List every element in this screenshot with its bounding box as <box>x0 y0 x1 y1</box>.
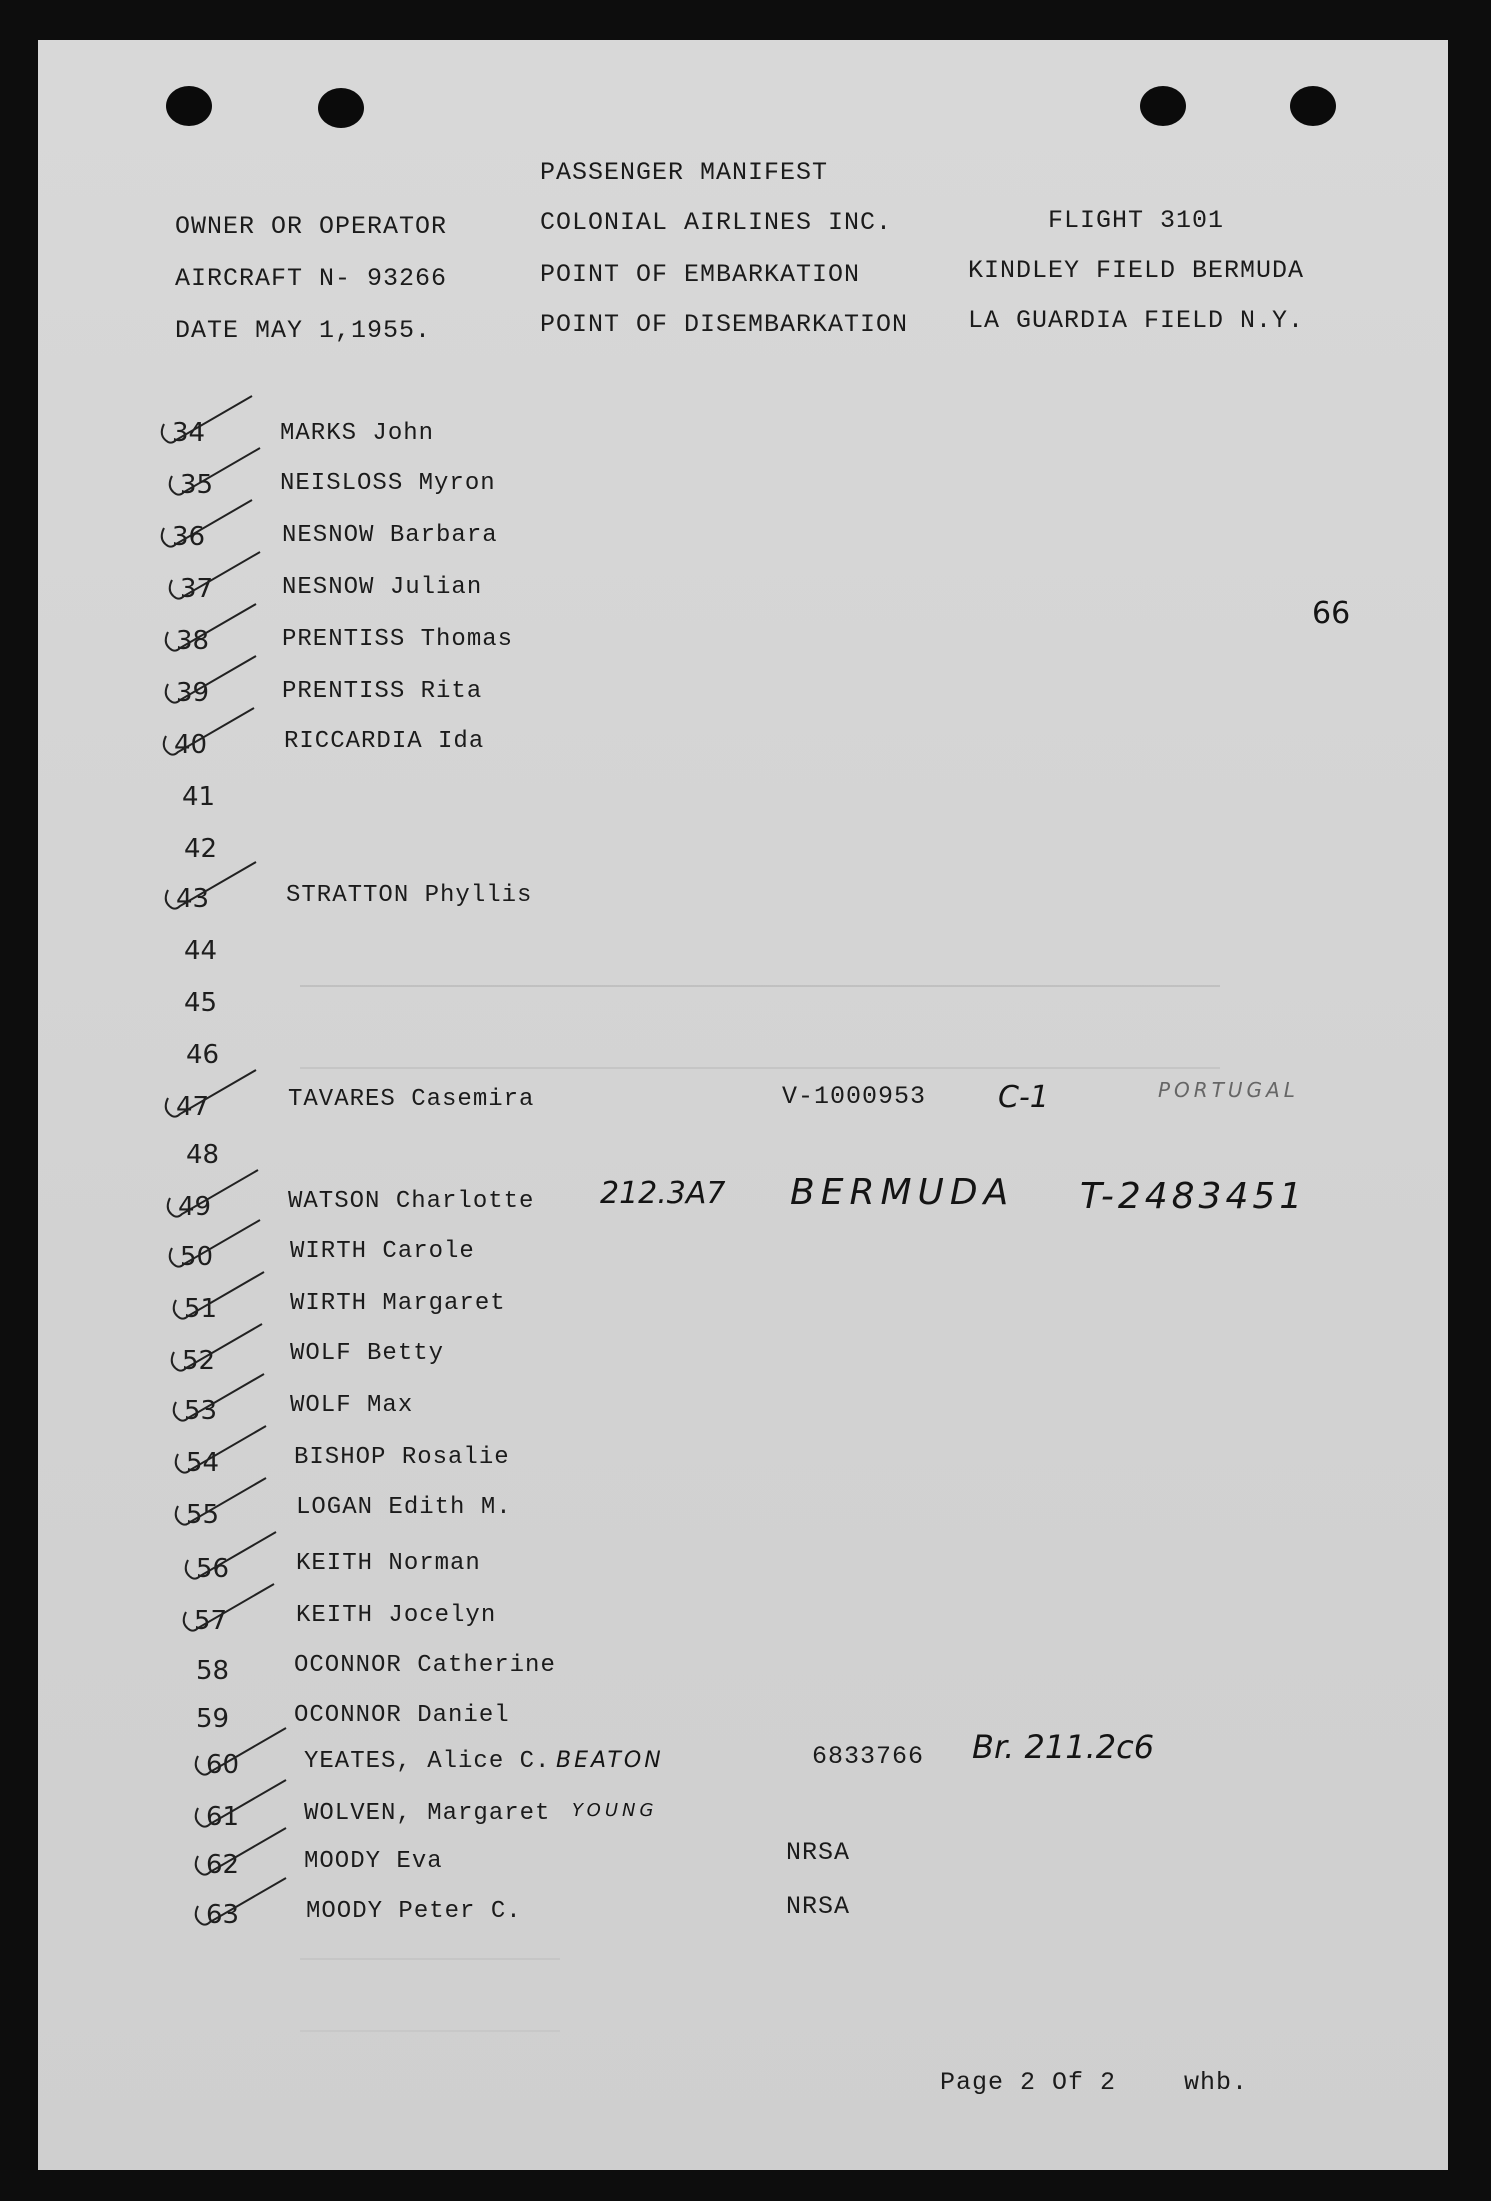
embarkation-value: KINDLEY FIELD BERMUDA <box>968 256 1305 285</box>
passenger-name: KEITH Norman <box>296 1550 481 1577</box>
row-number: 46 <box>186 1040 220 1070</box>
document-number: NRSA <box>786 1892 851 1921</box>
handwritten-note: BERMUDA <box>790 1172 1015 1213</box>
passenger-name: NESNOW Julian <box>282 574 483 601</box>
handwritten-note: T-2483451 <box>1080 1176 1307 1217</box>
row-number: 51 <box>184 1294 218 1324</box>
passenger-name: MOODY Eva <box>304 1848 443 1875</box>
passenger-name: LOGAN Edith M. <box>296 1494 512 1521</box>
row-number: 59 <box>196 1704 230 1734</box>
passenger-name: MARKS John <box>280 420 435 447</box>
handwritten-note: Br. 211.2c6 <box>972 1728 1155 1766</box>
punch-hole <box>1140 86 1186 126</box>
manifest-date: DATE MAY 1,1955. <box>175 316 432 345</box>
row-number: 55 <box>186 1500 220 1530</box>
document-number: NRSA <box>786 1838 851 1867</box>
row-number: 57 <box>194 1606 228 1636</box>
passenger-name: MOODY Peter C. <box>306 1898 522 1925</box>
disembarkation-label: POINT OF DISEMBARKATION <box>540 310 909 339</box>
row-number: 42 <box>184 834 218 864</box>
manifest-sheet <box>38 40 1448 2170</box>
row-number: 53 <box>184 1396 218 1426</box>
owner-value: COLONIAL AIRLINES INC. <box>540 208 893 237</box>
typist-initials: whb. <box>1184 2068 1249 2097</box>
bleed-through-text <box>300 985 1220 1069</box>
row-number: 43 <box>176 884 210 914</box>
passenger-name: BISHOP Rosalie <box>294 1444 510 1471</box>
handwritten-note: YOUNG <box>572 1800 658 1821</box>
document-number: 6833766 <box>812 1742 925 1771</box>
row-number: 45 <box>184 988 218 1018</box>
row-number: 36 <box>172 522 206 552</box>
passenger-name: PRENTISS Rita <box>282 678 483 705</box>
flight-number: FLIGHT 3101 <box>1048 206 1225 235</box>
passenger-name: TAVARES Casemira <box>288 1086 535 1113</box>
passenger-name: NESNOW Barbara <box>282 522 498 549</box>
row-number: 49 <box>178 1192 212 1222</box>
row-number: 47 <box>176 1092 210 1122</box>
row-number: 37 <box>180 574 214 604</box>
row-number: 54 <box>186 1448 220 1478</box>
aircraft-number: AIRCRAFT N- 93266 <box>175 264 448 293</box>
passenger-name: OCONNOR Catherine <box>294 1652 556 1679</box>
row-number: 60 <box>206 1750 240 1780</box>
row-number: 52 <box>182 1346 216 1376</box>
bleed-through-text <box>300 1958 560 2032</box>
row-number: 63 <box>206 1900 240 1930</box>
punch-hole <box>1290 86 1336 126</box>
margin-note: 66 <box>1312 596 1351 631</box>
row-number: 50 <box>180 1242 214 1272</box>
passenger-name: WATSON Charlotte <box>288 1188 535 1215</box>
row-number: 38 <box>176 626 210 656</box>
punch-hole <box>166 86 212 126</box>
disembarkation-value: LA GUARDIA FIELD N.Y. <box>968 306 1305 335</box>
handwritten-note: C-1 <box>998 1080 1049 1115</box>
passenger-name: KEITH Jocelyn <box>296 1602 497 1629</box>
passenger-name: YEATES, Alice C. <box>304 1748 551 1775</box>
owner-label: OWNER OR OPERATOR <box>175 212 448 241</box>
passenger-name: WOLF Betty <box>290 1340 445 1367</box>
row-number: 48 <box>186 1140 220 1170</box>
handwritten-note: PORTUGAL <box>1158 1078 1299 1102</box>
handwritten-note: 212.3A7 <box>600 1176 726 1211</box>
punch-hole <box>318 88 364 128</box>
row-number: 61 <box>206 1802 240 1832</box>
row-number: 39 <box>176 678 210 708</box>
passenger-name: WIRTH Carole <box>290 1238 475 1265</box>
row-number: 34 <box>172 418 206 448</box>
row-number: 56 <box>196 1554 230 1584</box>
row-number: 58 <box>196 1656 230 1686</box>
passenger-name: WOLF Max <box>290 1392 414 1419</box>
page-number: Page 2 Of 2 <box>940 2068 1117 2097</box>
passenger-name: RICCARDIA Ida <box>284 728 485 755</box>
row-number: 35 <box>180 470 214 500</box>
passenger-name: NEISLOSS Myron <box>280 470 496 497</box>
passenger-name: OCONNOR Daniel <box>294 1702 510 1729</box>
passenger-name: PRENTISS Thomas <box>282 626 514 653</box>
manifest-title: PASSENGER MANIFEST <box>540 158 829 187</box>
row-number: 41 <box>182 782 216 812</box>
embarkation-label: POINT OF EMBARKATION <box>540 260 861 289</box>
passenger-name: WOLVEN, Margaret <box>304 1800 551 1827</box>
handwritten-note: BEATON <box>556 1748 664 1773</box>
row-number: 40 <box>174 730 208 760</box>
document-number: V-1000953 <box>782 1082 927 1111</box>
row-number: 62 <box>206 1850 240 1880</box>
row-number: 44 <box>184 936 218 966</box>
passenger-name: WIRTH Margaret <box>290 1290 506 1317</box>
passenger-name: STRATTON Phyllis <box>286 882 533 909</box>
